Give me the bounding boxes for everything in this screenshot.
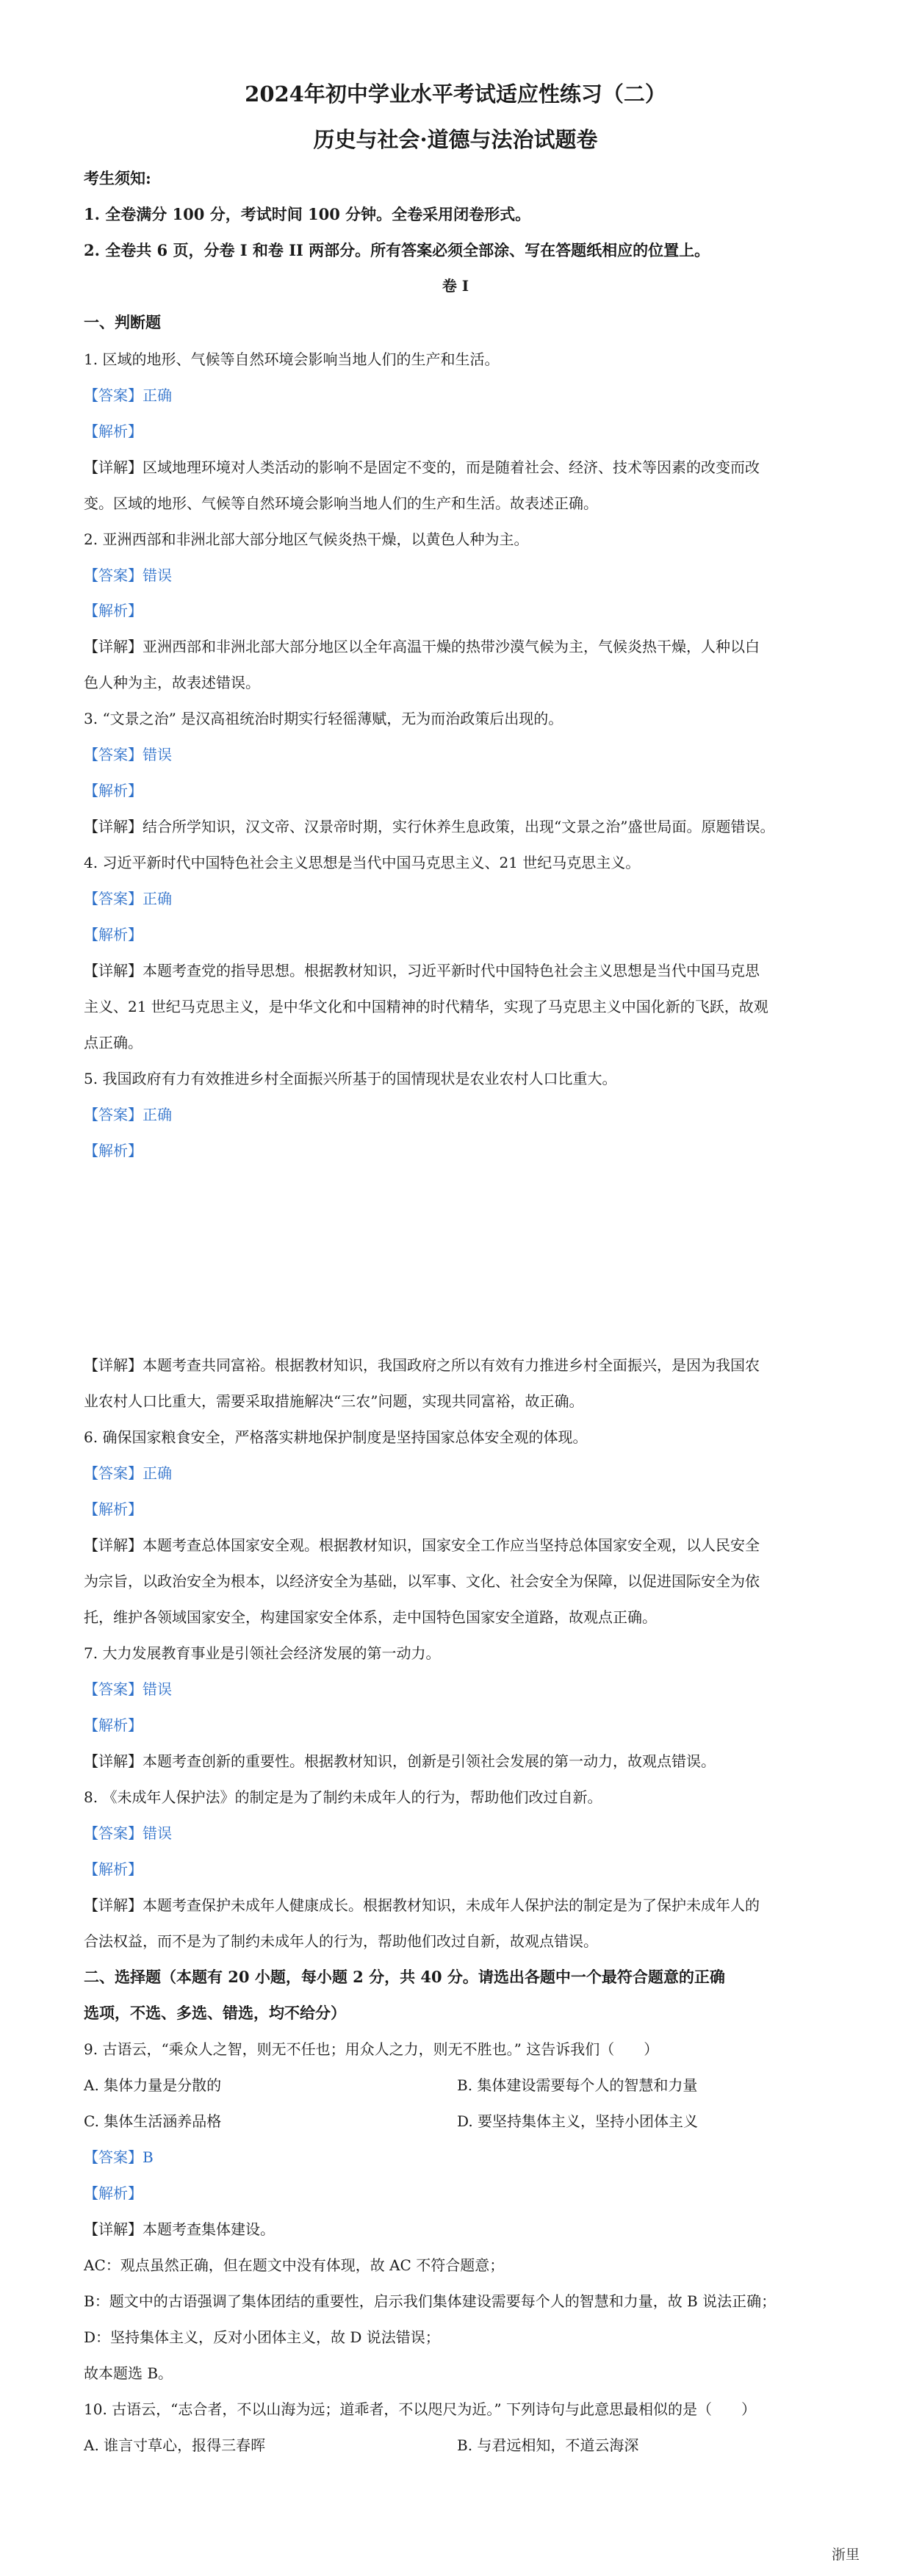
analysis-7: 【解析】 <box>84 1716 143 1734</box>
analysis-2: 【解析】 <box>84 602 143 619</box>
section-heading-judgement: 一、判断题 <box>84 313 161 331</box>
answer-7: 【答案】错误 <box>84 1680 172 1698</box>
section-heading-choice-1: 二、选择题（本题有 20 小题，每小题 2 分，共 40 分。请选出各题中一个最符合题意的正确 <box>84 1968 725 1986</box>
notice-item-1: 1. 全卷满分 100 分，考试时间 100 分钟。全卷采用闭卷形式。 <box>84 205 531 223</box>
option-10-b: B. 与君远相知，不道云海深 <box>457 2436 639 2454</box>
answer-5: 【答案】正确 <box>84 1106 172 1123</box>
page-subtitle: 历史与社会·道德与法治试题卷 <box>313 127 598 152</box>
detail-2-line-2: 色人种为主，故表述错误。 <box>84 674 260 691</box>
detail-6-line-3: 托，维护各领域国家安全，构建国家安全体系，走中国特色国家安全道路，故观点正确。 <box>84 1608 657 1626</box>
option-9-d: D. 要坚持集体主义，坚持小团体主义 <box>457 2112 699 2130</box>
detail-9-line-4: D：坚持集体主义，反对小团体主义，故 D 说法错误； <box>84 2328 440 2346</box>
question-9: 9. 古语云，“乘众人之智，则无不任也；用众人之力，则无不胜也。” 这告诉我们（ ） <box>84 2040 659 2058</box>
question-5: 5. 我国政府有力有效推进乡村全面振兴所基于的国情现状是农业农村人口比重大。 <box>84 1070 617 1087</box>
question-2: 2. 亚洲西部和非洲北部大部分地区气候炎热干燥，以黄色人种为主。 <box>84 530 529 548</box>
option-9-a: A. 集体力量是分散的 <box>84 2076 222 2094</box>
detail-9-line-2: AC：观点虽然正确，但在题文中没有体现，故 AC 不符合题意； <box>84 2256 505 2274</box>
analysis-6: 【解析】 <box>84 1500 143 1518</box>
page-footer: 浙里 <box>831 2547 860 2563</box>
analysis-5: 【解析】 <box>84 1142 143 1159</box>
question-8: 8. 《未成年人保护法》的制定是为了制约未成年人的行为，帮助他们改过自新。 <box>84 1788 602 1806</box>
page-title: 2024年初中学业水平考试适应性练习（二） <box>245 82 666 107</box>
detail-8-line-2: 合法权益，而不是为了制约未成年人的行为，帮助他们改过自新，故观点错误。 <box>84 1932 598 1950</box>
detail-4-line-2: 主义、21 世纪马克思主义，是中华文化和中国精神的时代精华，实现了马克思主义中国化新的飞跃，故观 <box>84 998 768 1015</box>
option-10-a: A. 谁言寸草心，报得三春晖 <box>84 2436 266 2454</box>
answer-6: 【答案】正确 <box>84 1464 172 1482</box>
answer-3: 【答案】错误 <box>84 746 172 763</box>
detail-9-line-3: B：题文中的古语强调了集体团结的重要性，启示我们集体建设需要每个人的智慧和力量，故 B 说法正确； <box>84 2292 777 2310</box>
analysis-3: 【解析】 <box>84 782 143 799</box>
detail-4-line-3: 点正确。 <box>84 1034 143 1051</box>
answer-9: 【答案】B <box>84 2148 154 2166</box>
detail-3-line-1: 【详解】结合所学知识，汉文帝、汉景帝时期，实行休养生息政策，出现“文景之治”盛世局面。原题错误。 <box>84 818 775 835</box>
detail-5-line-2: 业农村人口比重大，需要采取措施解决“三农”问题，实现共同富裕，故正确。 <box>84 1392 584 1410</box>
detail-4-line-1: 【详解】本题考查党的指导思想。根据教材知识，习近平新时代中国特色社会主义思想是当代中国马克思 <box>84 962 760 979</box>
question-6: 6. 确保国家粮食安全，严格落实耕地保护制度是坚持国家总体安全观的体现。 <box>84 1428 588 1446</box>
option-9-b: B. 集体建设需要每个人的智慧和力量 <box>457 2076 698 2094</box>
detail-9-line-1: 【详解】本题考查集体建设。 <box>84 2220 275 2238</box>
notice-heading: 考生须知: <box>84 169 151 187</box>
analysis-9: 【解析】 <box>84 2184 143 2202</box>
detail-7-line-1: 【详解】本题考查创新的重要性。根据教材知识，创新是引领社会发展的第一动力，故观点错误。 <box>84 1752 716 1770</box>
section-heading-choice-2: 选项，不选、多选、错选，均不给分） <box>84 2004 346 2022</box>
detail-9-line-5: 故本题选 B。 <box>84 2364 173 2382</box>
detail-6-line-2: 为宗旨，以政治安全为根本，以经济安全为基础，以军事、文化、社会安全为保障，以促进国际安全为依 <box>84 1572 760 1590</box>
answer-2: 【答案】错误 <box>84 566 172 584</box>
option-9-c: C. 集体生活涵养品格 <box>84 2112 222 2130</box>
detail-8-line-1: 【详解】本题考查保护未成年人健康成长。根据教材知识，未成年人保护法的制定是为了保护未成年人的 <box>84 1896 760 1914</box>
answer-8: 【答案】错误 <box>84 1824 172 1842</box>
detail-2-line-1: 【详解】亚洲西部和非洲北部大部分地区以全年高温干燥的热带沙漠气候为主，气候炎热干燥，人种以白 <box>84 638 760 655</box>
detail-6-line-1: 【详解】本题考查总体国家安全观。根据教材知识，国家安全工作应当坚持总体国家安全观，以人民安全 <box>84 1536 760 1554</box>
analysis-4: 【解析】 <box>84 926 143 943</box>
analysis-8: 【解析】 <box>84 1860 143 1878</box>
question-4: 4. 习近平新时代中国特色社会主义思想是当代中国马克思主义、21 世纪马克思主义。 <box>84 854 641 871</box>
notice-item-2: 2. 全卷共 6 页，分卷 I 和卷 II 两部分。所有答案必须全部涂、写在答题纸相应的位置上。 <box>84 241 710 259</box>
question-10: 10. 古语云，“志合者，不以山海为远；道乖者，不以咫尺为近。” 下列诗句与此意思最相似的是（ ） <box>84 2400 756 2418</box>
detail-5-line-1: 【详解】本题考查共同富裕。根据教材知识，我国政府之所以有效有力推进乡村全面振兴，是因为我国农 <box>84 1356 760 1374</box>
analysis-1: 【解析】 <box>84 422 143 440</box>
question-1: 1. 区域的地形、气候等自然环境会影响当地人们的生产和生活。 <box>84 350 500 368</box>
detail-1-line-1: 【详解】区域地理环境对人类活动的影响不是固定不变的，而是随着社会、经济、技术等因素的改变而改 <box>84 458 760 476</box>
question-7: 7. 大力发展教育事业是引领社会经济发展的第一动力。 <box>84 1644 441 1662</box>
detail-1-line-2: 变。区域的地形、气候等自然环境会影响当地人们的生产和生活。故表述正确。 <box>84 494 598 512</box>
question-3: 3. “文景之治” 是汉高祖统治时期实行轻徭薄赋，无为而治政策后出现的。 <box>84 710 563 727</box>
answer-1: 【答案】正确 <box>84 386 172 404</box>
answer-4: 【答案】正确 <box>84 890 172 907</box>
volume-label: 卷 I <box>442 277 469 295</box>
